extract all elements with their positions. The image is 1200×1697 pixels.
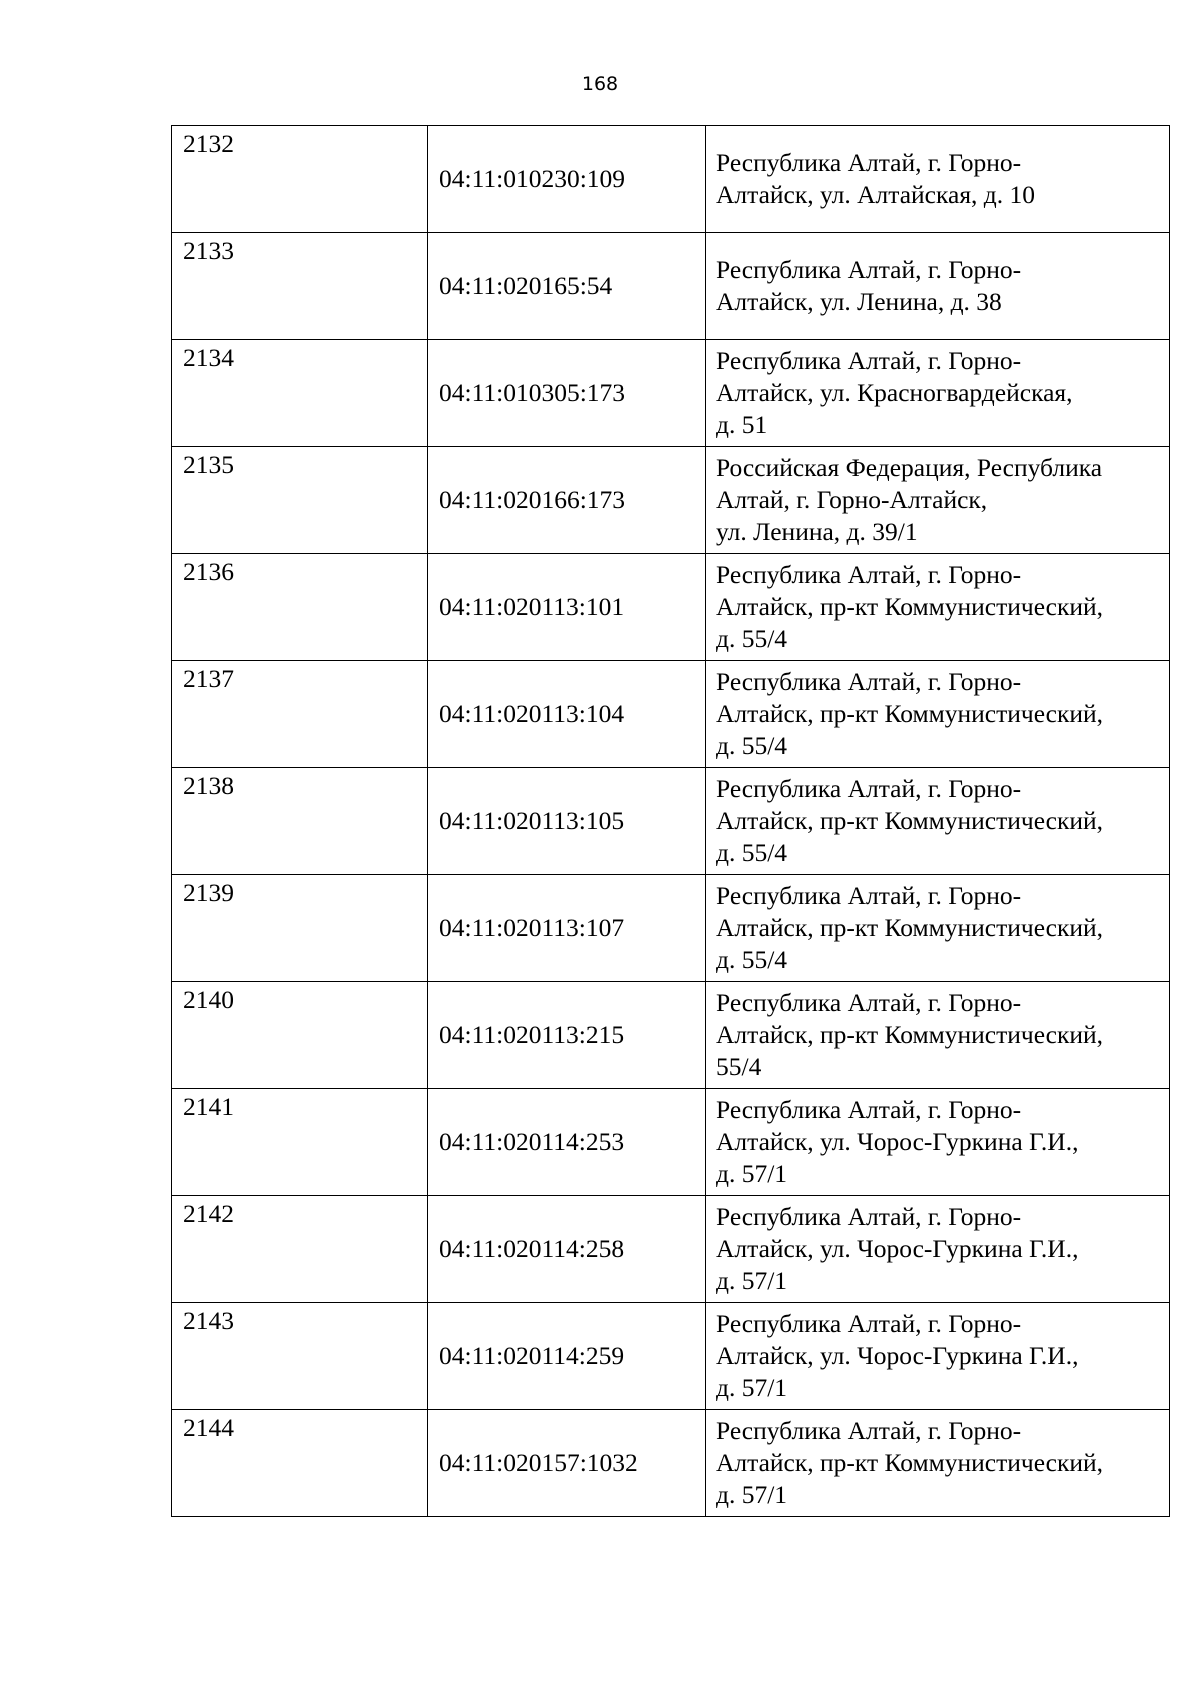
address-line: Алтайск, ул. Ленина, д. 38 [716,287,1002,316]
address-line: д. 55/4 [716,624,788,653]
cadastral-number-cell: 04:11:020114:259 [428,1303,706,1410]
table-row [172,1410,1170,1517]
address-cell [706,1089,1170,1196]
table-row [172,661,1170,768]
address-cell [706,1303,1170,1410]
address-line: Алтай, г. Горно-Алтайск, [716,485,988,514]
row-number-cell: 2144 [172,1410,428,1517]
address-line: ул. Ленина, д. 39/1 [716,517,918,546]
address-line: Алтайск, пр-кт Коммунистический, [716,699,1104,728]
row-number-cell: 2135 [172,447,428,554]
address-line: Республика Алтай, г. Горно- [716,1202,1022,1231]
address-cell [706,126,1170,233]
address-line: д. 55/4 [716,838,788,867]
table-row [172,982,1170,1089]
row-number-cell: 2136 [172,554,428,661]
address-line: д. 57/1 [716,1373,788,1402]
table-row [172,1303,1170,1410]
address-line: Республика Алтай, г. Горно- [716,1416,1022,1445]
address-cell [706,768,1170,875]
cadastral-number-cell: 04:11:020113:107 [428,875,706,982]
address-line: Республика Алтай, г. Горно- [716,988,1022,1017]
table-row [172,1089,1170,1196]
address-cell [706,340,1170,447]
address-line: Алтайск, пр-кт Коммунистический, [716,1448,1104,1477]
address-line: Алтайск, ул. Алтайская, д. 10 [716,180,1036,209]
table-row [172,768,1170,875]
cadastral-number-cell: 04:11:020114:253 [428,1089,706,1196]
address-line: д. 55/4 [716,945,788,974]
table-row [172,126,1170,233]
row-number-cell: 2143 [172,1303,428,1410]
address-line: Алтайск, ул. Чорос-Гуркина Г.И., [716,1127,1079,1156]
cadastral-number-cell: 04:11:010230:109 [428,126,706,233]
address-cell [706,875,1170,982]
address-line: д. 51 [716,410,768,439]
row-number-cell: 2139 [172,875,428,982]
address-cell [706,661,1170,768]
cadastral-number-cell: 04:11:020166:173 [428,447,706,554]
address-line: Алтайск, ул. Чорос-Гуркина Г.И., [716,1341,1079,1370]
address-line: Республика Алтай, г. Горно- [716,667,1022,696]
address-line: Республика Алтай, г. Горно- [716,774,1022,803]
address-line: Республика Алтай, г. Горно- [716,560,1022,589]
address-cell [706,233,1170,340]
address-line: Алтайск, ул. Красногвардейская, [716,378,1073,407]
cadastral-number-cell: 04:11:020113:105 [428,768,706,875]
row-number-cell: 2132 [172,126,428,233]
row-number-cell: 2137 [172,661,428,768]
address-line: 55/4 [716,1052,762,1081]
address-cell [706,1196,1170,1303]
address-line: Республика Алтай, г. Горно- [716,255,1022,284]
address-cell [706,982,1170,1089]
row-number-cell: 2133 [172,233,428,340]
cadastral-number-cell: 04:11:010305:173 [428,340,706,447]
address-line: Алтайск, пр-кт Коммунистический, [716,913,1104,942]
address-line: Республика Алтай, г. Горно- [716,346,1022,375]
row-number-cell: 2134 [172,340,428,447]
address-line: Республика Алтай, г. Горно- [716,148,1022,177]
table-body [172,126,1170,1517]
cadastral-number-cell: 04:11:020165:54 [428,233,706,340]
table-row [172,554,1170,661]
address-line: Алтайск, пр-кт Коммунистический, [716,806,1104,835]
cadastral-number-cell: 04:11:020113:101 [428,554,706,661]
cadastral-number-cell: 04:11:020114:258 [428,1196,706,1303]
table-row [172,233,1170,340]
cadastral-number-cell: 04:11:020113:215 [428,982,706,1089]
address-line: Республика Алтай, г. Горно- [716,881,1022,910]
address-line: Российская Федерация, Республика [716,453,1103,482]
address-line: д. 57/1 [716,1266,788,1295]
row-number-cell: 2141 [172,1089,428,1196]
address-cell [706,554,1170,661]
table-row [172,875,1170,982]
address-line: д. 55/4 [716,731,788,760]
property-table [171,125,1170,1517]
address-line: Алтайск, ул. Чорос-Гуркина Г.И., [716,1234,1079,1263]
cadastral-number-cell: 04:11:020157:1032 [428,1410,706,1517]
address-cell [706,1410,1170,1517]
address-line: Алтайск, пр-кт Коммунистический, [716,592,1104,621]
row-number-cell: 2142 [172,1196,428,1303]
table-row [172,340,1170,447]
table-row [172,447,1170,554]
row-number-cell: 2138 [172,768,428,875]
address-line: д. 57/1 [716,1159,788,1188]
row-number-cell: 2140 [172,982,428,1089]
address-line: Республика Алтай, г. Горно- [716,1095,1022,1124]
address-line: д. 57/1 [716,1480,788,1509]
page-number: 168 [581,73,619,95]
table-row [172,1196,1170,1303]
address-cell [706,447,1170,554]
cadastral-number-cell: 04:11:020113:104 [428,661,706,768]
address-line: Алтайск, пр-кт Коммунистический, [716,1020,1104,1049]
address-line: Республика Алтай, г. Горно- [716,1309,1022,1338]
